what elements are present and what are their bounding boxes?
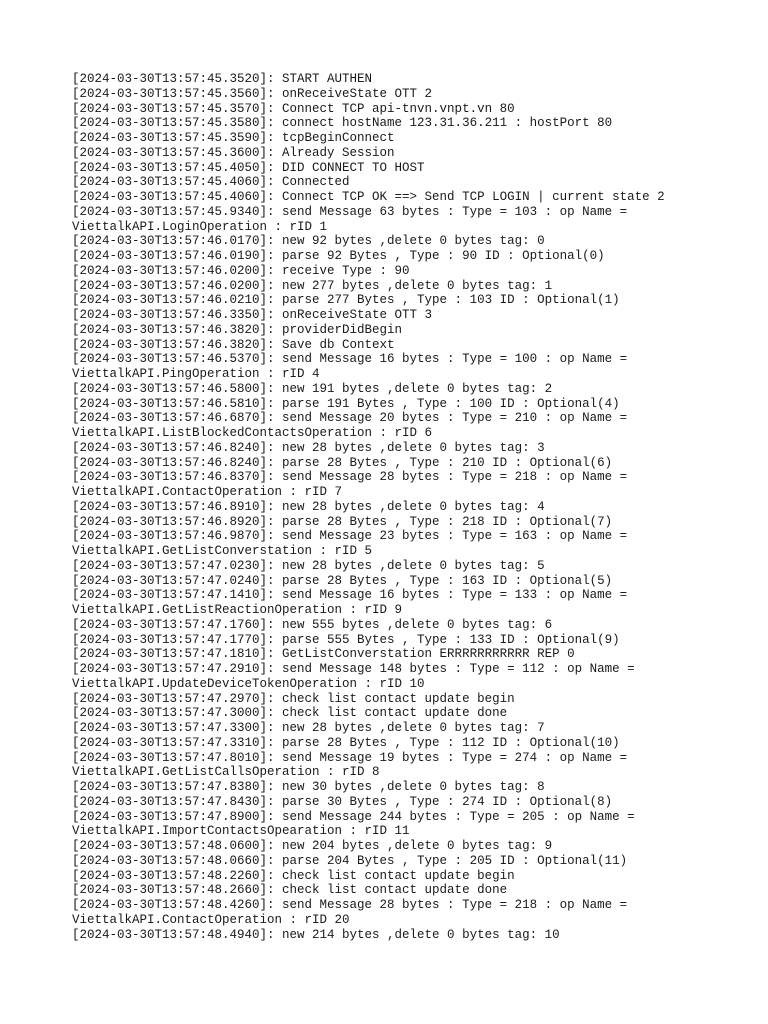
log-line: ViettalkAPI.GetListCallsOperation : rID 8 [72,765,380,780]
log-line: [2024-03-30T13:57:45.4060]: Connect TCP OK ==> Send TCP LOGIN | current state 2 [72,190,665,204]
log-line: [2024-03-30T13:57:46.3350]: onReceiveState OTT 3 [72,308,433,322]
log-line: [2024-03-30T13:57:45.3560]: onReceiveState OTT 2 [72,86,433,101]
log-line: [2024-03-30T13:57:47.3000]: check list contact update done [72,706,508,721]
log-line: [2024-03-30T13:57:46.3820]: providerDidBegin [72,322,403,337]
log-line: [2024-03-30T13:57:45.3590]: tcpBeginConnect [72,131,395,145]
log-lines [72,72,712,942]
log-line: [2024-03-30T13:57:47.8900]: send Message 244 bytes : Type = 205 : op Name = [72,809,635,824]
log-line: [2024-03-30T13:57:47.1770]: parse 555 Bytes , Type : 133 ID : Optional(9) [72,632,620,647]
log-line: [2024-03-30T13:57:47.2970]: check list contact update begin [72,691,515,706]
log-line: [2024-03-30T13:57:45.4050]: DID CONNECT TO HOST [72,160,425,175]
log-line: [2024-03-30T13:57:48.4260]: send Message 28 bytes : Type = 218 : op Name = [72,898,628,912]
log-line: [2024-03-30T13:57:48.2660]: check list contact update done [72,883,508,898]
log-line: [2024-03-30T13:57:45.9340]: send Message 63 bytes : Type = 103 : op Name = [72,204,628,219]
log-line: [2024-03-30T13:57:45.3520]: START AUTHEN [72,72,373,86]
log-line: [2024-03-30T13:57:47.0240]: parse 28 Bytes , Type : 163 ID : Optional(5) [72,573,613,588]
log-line: [2024-03-30T13:57:46.8240]: new 28 bytes ,delete 0 bytes tag: 3 [72,440,545,455]
log-line: [2024-03-30T13:57:46.9870]: send Message 23 bytes : Type = 163 : op Name = [72,529,628,544]
log-line: [2024-03-30T13:57:47.2910]: send Message 148 bytes : Type = 112 : op Name = [72,662,635,676]
log-line: [2024-03-30T13:57:48.0600]: new 204 bytes ,delete 0 bytes tag: 9 [72,839,553,853]
log-line: ViettalkAPI.UpdateDeviceTokenOperation : rID 10 [72,676,425,691]
log-line: [2024-03-30T13:57:46.0200]: new 277 bytes ,delete 0 bytes tag: 1 [72,278,553,293]
log-line: [2024-03-30T13:57:45.3570]: Connect TCP api-tnvn.vnpt.vn 80 [72,101,515,116]
log-line: [2024-03-30T13:57:46.0190]: parse 92 Bytes , Type : 90 ID : Optional(0) [72,249,605,263]
log-line: [2024-03-30T13:57:46.0210]: parse 277 Bytes , Type : 103 ID : Optional(1) [72,293,620,308]
log-line: ViettalkAPI.ImportContactsOpearation : rID 11 [72,824,410,839]
log-line: [2024-03-30T13:57:47.3310]: parse 28 Bytes , Type : 112 ID : Optional(10) [72,735,620,750]
log-line: [2024-03-30T13:57:46.8370]: send Message 28 bytes : Type = 218 : op Name = [72,470,628,485]
log-line: [2024-03-30T13:57:46.6870]: send Message 20 bytes : Type = 210 : op Name = [72,411,628,426]
log-line: [2024-03-30T13:57:46.0170]: new 92 bytes ,delete 0 bytes tag: 0 [72,234,545,249]
log-line: ViettalkAPI.ListBlockedContactsOperation : rID 6 [72,426,433,440]
log-line: ViettalkAPI.ContactOperation : rID 7 [72,485,343,499]
log-line: [2024-03-30T13:57:48.4940]: new 214 bytes ,delete 0 bytes tag: 10 [72,927,560,942]
log-line: [2024-03-30T13:57:47.1760]: new 555 bytes ,delete 0 bytes tag: 6 [72,617,553,632]
log-line: ViettalkAPI.ContactOperation : rID 20 [72,912,350,927]
log-line: ViettalkAPI.GetListReactionOperation : rID 9 [72,603,403,617]
log-line: [2024-03-30T13:57:46.8920]: parse 28 Bytes , Type : 218 ID : Optional(7) [72,514,613,529]
log-line: [2024-03-30T13:57:48.0660]: parse 204 Bytes , Type : 205 ID : Optional(11) [72,853,628,868]
log-line: [2024-03-30T13:57:47.8430]: parse 30 Bytes , Type : 274 ID : Optional(8) [72,794,613,809]
log-line: [2024-03-30T13:57:46.5370]: send Message 16 bytes : Type = 100 : op Name = [72,352,628,367]
log-line: [2024-03-30T13:57:46.5800]: new 191 bytes ,delete 0 bytes tag: 2 [72,381,553,396]
log-line: [2024-03-30T13:57:47.3300]: new 28 bytes ,delete 0 bytes tag: 7 [72,721,545,735]
log-line: [2024-03-30T13:57:46.8240]: parse 28 Bytes , Type : 210 ID : Optional(6) [72,455,613,470]
log-line: [2024-03-30T13:57:46.5810]: parse 191 Bytes , Type : 100 ID : Optional(4) [72,396,620,411]
log-line: [2024-03-30T13:57:45.4060]: Connected [72,175,350,190]
log-line: [2024-03-30T13:57:47.8380]: new 30 bytes ,delete 0 bytes tag: 8 [72,780,545,794]
log-line: [2024-03-30T13:57:46.0200]: receive Type : 90 [72,263,410,278]
log-line: [2024-03-30T13:57:48.2260]: check list contact update begin [72,868,515,883]
log-line: ViettalkAPI.LoginOperation : rID 1 [72,219,328,234]
log-line: [2024-03-30T13:57:47.0230]: new 28 bytes ,delete 0 bytes tag: 5 [72,558,545,573]
log-line: [2024-03-30T13:57:45.3580]: connect hostName 123.31.36.211 : hostPort 80 [72,116,613,131]
log-line: [2024-03-30T13:57:46.8910]: new 28 bytes ,delete 0 bytes tag: 4 [72,499,545,514]
log-line: [2024-03-30T13:57:47.1410]: send Message 16 bytes : Type = 133 : op Name = [72,588,628,603]
log-line: [2024-03-30T13:57:45.3600]: Already Session [72,145,395,160]
log-line: ViettalkAPI.PingOperation : rID 4 [72,367,320,381]
log-document [72,72,712,942]
log-line: [2024-03-30T13:57:47.1810]: GetListConverstation ERRRRRRRRRRR REP 0 [72,647,575,662]
log-line: [2024-03-30T13:57:47.8010]: send Message 19 bytes : Type = 274 : op Name = [72,750,628,765]
log-line: [2024-03-30T13:57:46.3820]: Save db Context [72,337,395,352]
log-line: ViettalkAPI.GetListConverstation : rID 5 [72,544,373,558]
